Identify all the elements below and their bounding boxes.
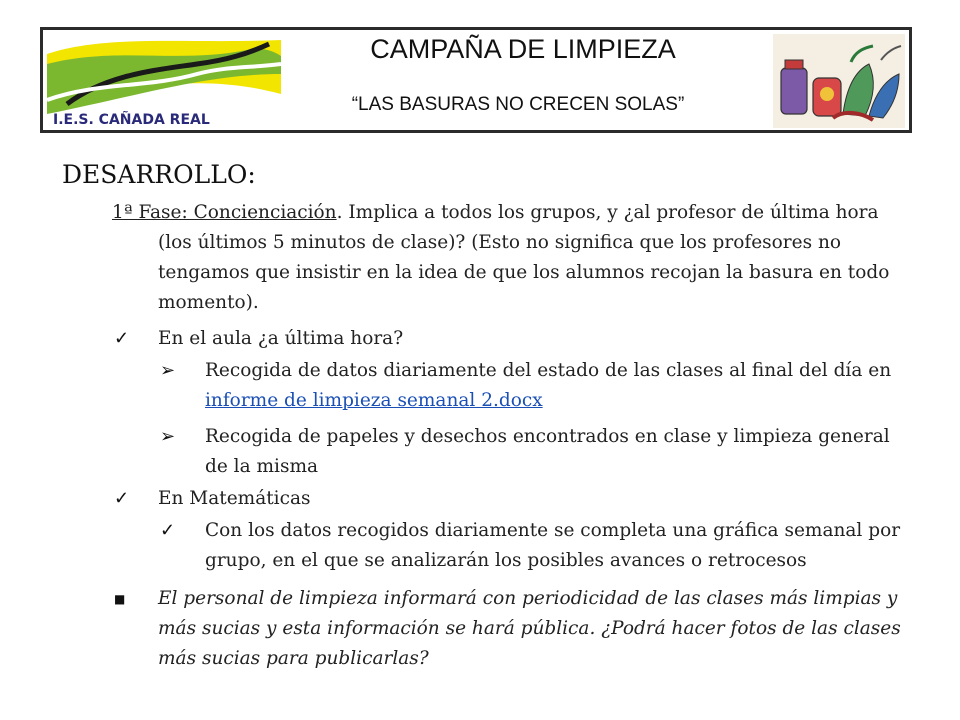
aula-item1-line1: Recogida de datos diariamente del estado de las clases al final del día en <box>205 360 892 381</box>
report-link[interactable]: informe de limpieza semanal 2.docx <box>205 390 543 411</box>
campaign-subtitle: “LAS BASURAS NO CRECEN SOLAS” <box>351 94 685 115</box>
mates-title: En Matemáticas <box>158 488 311 509</box>
phase1-line1 <box>112 198 942 228</box>
note-line1: El personal de limpieza informará con periodicidad de las clases más limpias y <box>158 588 898 609</box>
checkmark-icon: ✓ <box>114 328 130 349</box>
mates-item1-line2: grupo, en el que se analizarán los posibles avances o retrocesos <box>205 550 807 571</box>
arrow-bullet-icon: ➢ <box>160 360 176 381</box>
aula-title: En el aula ¿a última hora? <box>158 328 404 349</box>
aula-item2-line2: de la misma <box>205 456 319 477</box>
checkmark-icon: ✓ <box>160 520 176 541</box>
aula-item1-line2 <box>205 386 543 416</box>
phase1-line3: tengamos que insistir en la idea de que los alumnos recojan la basura en todo <box>158 262 890 283</box>
phase1-text1: Implica a todos los grupos, y ¿al profesor de última hora <box>342 202 879 223</box>
note-line2: más sucias y esta información se hará pública. ¿Podrá hacer fotos de las clases <box>158 618 901 639</box>
mates-item1-line1: Con los datos recogidos diariamente se completa una gráfica semanal por <box>205 520 901 541</box>
note-line3: más sucias para publicarlas? <box>158 648 429 669</box>
section-heading: DESARROLLO: <box>62 160 256 189</box>
campaign-title: CAMPAÑA DE LIMPIEZA <box>370 34 676 64</box>
phase1-line2: (los últimos 5 minutos de clase)? (Esto no significa que los profesores no <box>158 232 841 253</box>
phase1-dot: . <box>336 202 343 223</box>
phase1-line4: momento). <box>158 292 259 313</box>
logo-text: I.E.S. CAÑADA REAL <box>53 112 210 128</box>
checkmark-icon: ✓ <box>114 488 130 509</box>
aula-item2-line1: Recogida de papeles y desechos encontrados en clase y limpieza general <box>205 426 890 447</box>
arrow-bullet-icon: ➢ <box>160 426 176 447</box>
phase1-label: 1ª Fase: Concienciación <box>112 202 337 223</box>
square-bullet-icon: ■ <box>114 592 126 606</box>
